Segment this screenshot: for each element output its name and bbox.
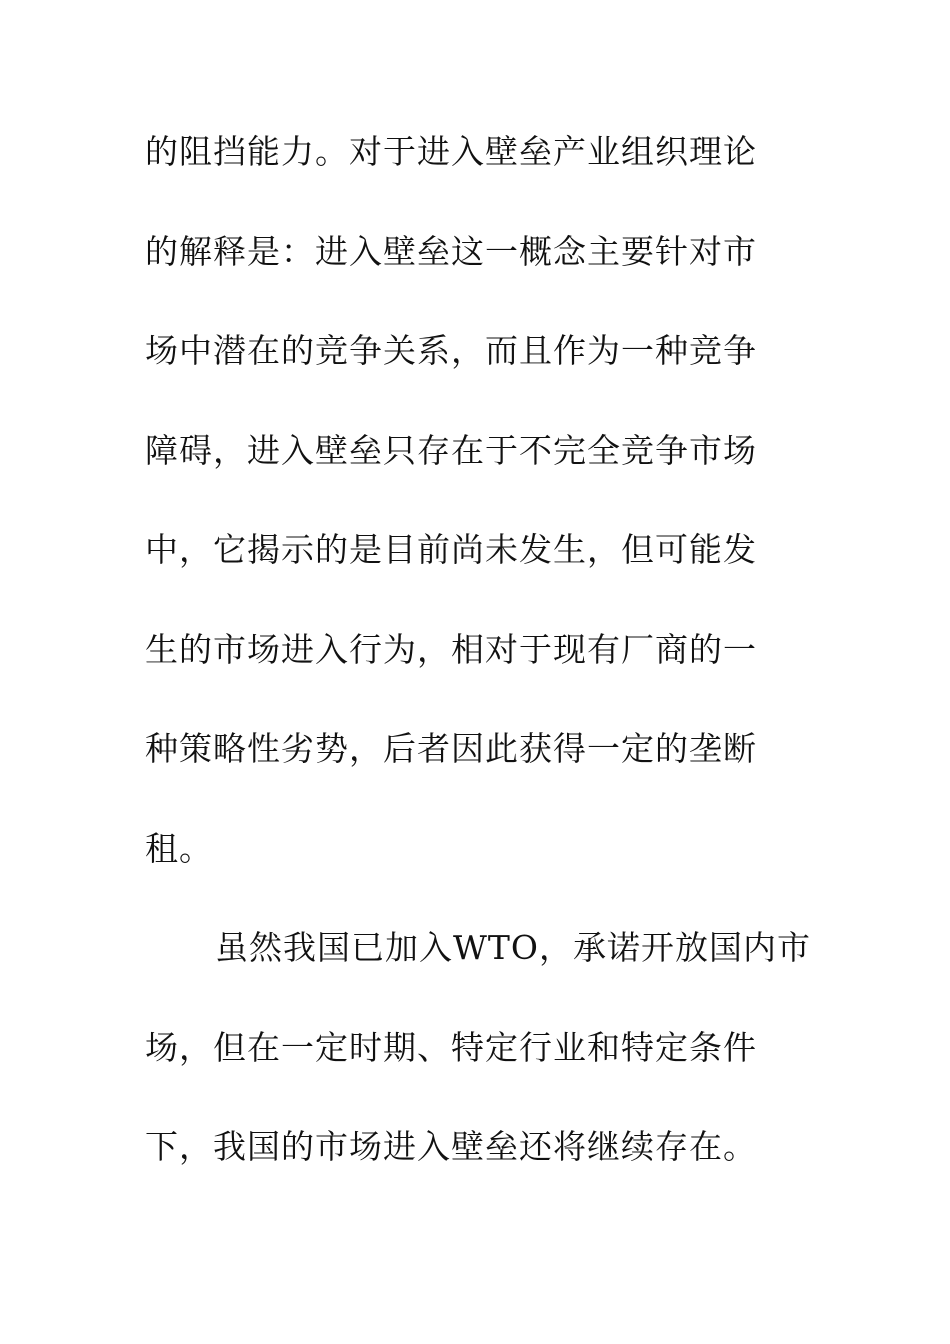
text-line: 中，它揭示的是目前尚未发生，但可能发 bbox=[145, 530, 757, 569]
text-line: 种策略性劣势，后者因此获得一定的垄断 bbox=[145, 729, 757, 768]
text-line: 生的市场进入行为，相对于现有厂商的一 bbox=[145, 630, 757, 669]
text-line: 的解释是：进入壁垒这一概念主要针对市 bbox=[145, 232, 757, 271]
text-line: 场，但在一定时期、特定行业和特定条件 bbox=[145, 1028, 757, 1067]
text-line: 障碍，进入壁垒只存在于不完全竞争市场 bbox=[145, 431, 757, 470]
text-line: 下，我国的市场进入壁垒还将继续存在。 bbox=[145, 1127, 757, 1166]
text-line: 租。 bbox=[145, 829, 213, 868]
text-line: 场中潜在的竞争关系，而且作为一种竞争 bbox=[145, 331, 757, 370]
text-line: 虽然我国已加入WTO，承诺开放国内市 bbox=[215, 928, 811, 967]
text-line: 的阻挡能力。对于进入壁垒产业组织理论 bbox=[145, 132, 757, 171]
